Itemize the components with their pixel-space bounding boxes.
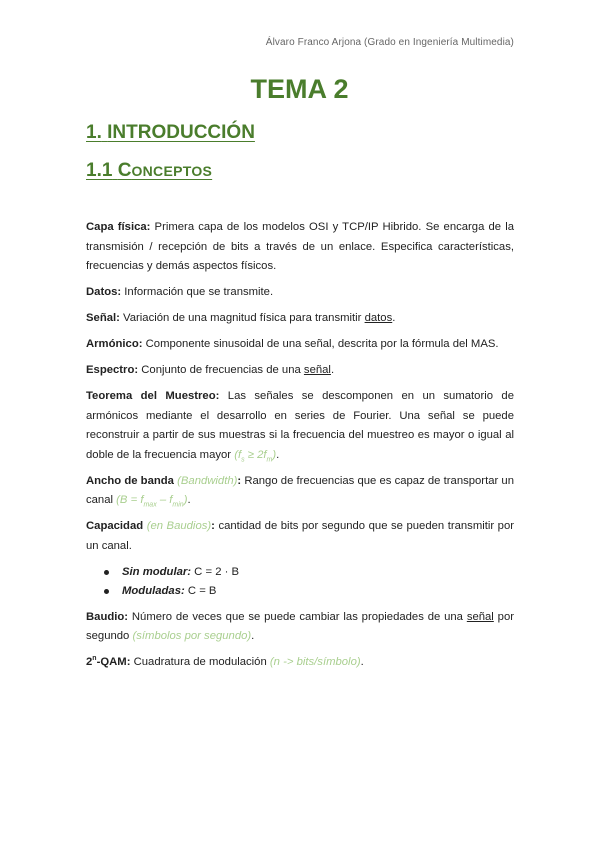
term-capacidad: Capacidad bbox=[86, 520, 144, 532]
text-capa-fisica: Primera capa de los modelos OSI y TCP/IP Hibrido. Se encarga de la transmisión / recepción de bits a través de un enlace. Especifica características, frecuencias y demás aspectos físicos. bbox=[86, 221, 514, 272]
section-heading bbox=[86, 122, 255, 144]
subsection-title-first: C bbox=[117, 160, 132, 181]
page-header: Álvaro Franco Arjona (Grado en Ingeniería Multimedia) bbox=[265, 37, 514, 48]
text-armonico: Componente sinusoidal de una señal, descrita por la fórmula del MAS. bbox=[142, 338, 499, 350]
definition-baudio: Baudio: Número de veces que se puede cambiar las propiedades de una señal por segundo (símbolos por segundo). bbox=[86, 610, 514, 642]
text-senal-end: . bbox=[392, 312, 396, 324]
link-senal[interactable]: señal bbox=[303, 364, 331, 376]
term-senal: Señal: bbox=[86, 312, 120, 324]
link-senal-baudio[interactable]: señal bbox=[466, 610, 494, 623]
text-senal: Variación de una magnitud física para transmitir bbox=[119, 312, 365, 324]
term-ancho-banda: Ancho de banda bbox=[86, 474, 174, 487]
text-teorema: Las señales se descomponen en un sumatorio de armónicos mediante el desarrollo en series de Fourier. Una señal se puede reconstruir a partir de sus muestras si la frecuencia del muestreo es mayor o igual al doble de la frecuencia mayor bbox=[86, 390, 514, 461]
text-ancho-banda: Rango de frecuencias que es capaz de transportar un canal bbox=[86, 474, 514, 506]
note-baudios: (en Baudios) bbox=[146, 520, 212, 532]
term-teorema: Teorema del Muestreo: bbox=[86, 390, 220, 402]
capacidad-list bbox=[86, 563, 514, 602]
definition-armonico bbox=[86, 335, 514, 355]
term-baudio: Baudio: bbox=[86, 610, 129, 623]
term-armonico: Armónico: bbox=[86, 338, 143, 350]
subsection-heading bbox=[86, 160, 212, 182]
definition-qam: 2$^n$-QAM: Cuadratura de modulación (n -> bits/símbolo). bbox=[86, 655, 364, 668]
link-datos[interactable]: datos bbox=[364, 312, 393, 324]
text-ancho-end: . bbox=[187, 494, 191, 506]
subsection-number: 1.1 bbox=[86, 160, 113, 181]
formula-nyquist: $(f_s \ge 2f_m)$ bbox=[234, 448, 277, 463]
note-bits-simbolo: (n -> bits/símbolo) bbox=[269, 656, 361, 668]
definition-senal bbox=[86, 309, 514, 329]
term-datos: Datos: bbox=[86, 286, 122, 298]
page-title: TEMA 2 bbox=[250, 74, 349, 104]
definition-datos bbox=[86, 283, 514, 303]
list-item: Sin modular: C = 2 · B bbox=[104, 563, 514, 583]
term-espectro: Espectro: bbox=[86, 364, 139, 376]
bullet-icon bbox=[104, 570, 109, 575]
list-item: Moduladas: C = B bbox=[104, 582, 514, 602]
subsection-title-rest: ONCEPTOS bbox=[131, 163, 213, 179]
text-baudio: Número de veces que se puede cambiar las propiedades de una bbox=[128, 610, 467, 623]
note-simbolos: (símbolos por segundo) bbox=[132, 630, 252, 642]
text-teorema-end: . bbox=[276, 448, 280, 461]
definition-capa-fisica bbox=[86, 218, 514, 277]
text-espectro-end: . bbox=[330, 364, 335, 376]
term-capa-fisica: Capa física: bbox=[86, 221, 151, 233]
definition-ancho-banda: Ancho de banda (Bandwidth): Rango de frecuencias que es capaz de transportar un canal $(B = f_{max} - f_{min})$. bbox=[86, 474, 514, 509]
definition-capacidad: Capacidad (en Baudios): cantidad de bits por segundo que se pueden transmitir por un canal. bbox=[86, 520, 515, 552]
text-datos: Información que se transmite. bbox=[121, 286, 274, 298]
definitions-body bbox=[86, 218, 514, 679]
section-number: 1. bbox=[86, 122, 102, 143]
text-espectro: Conjunto de frecuencias de una bbox=[138, 364, 304, 376]
text-capacidad: cantidad de bits por segundo que se pueden transmitir por un canal. bbox=[86, 520, 515, 552]
section-title: INTRODUCCIÓN bbox=[107, 122, 255, 143]
text-qam: Cuadratura de modulación bbox=[130, 656, 270, 668]
definition-espectro bbox=[86, 361, 514, 381]
formula-bandwidth: $(B = f_{max} - f_{min})$ bbox=[116, 494, 188, 509]
term-qam: 2$^n$-QAM: bbox=[86, 655, 131, 668]
bullet-icon bbox=[104, 589, 109, 594]
definition-teorema bbox=[86, 387, 514, 465]
note-bandwidth: (Bandwidth) bbox=[177, 474, 238, 487]
